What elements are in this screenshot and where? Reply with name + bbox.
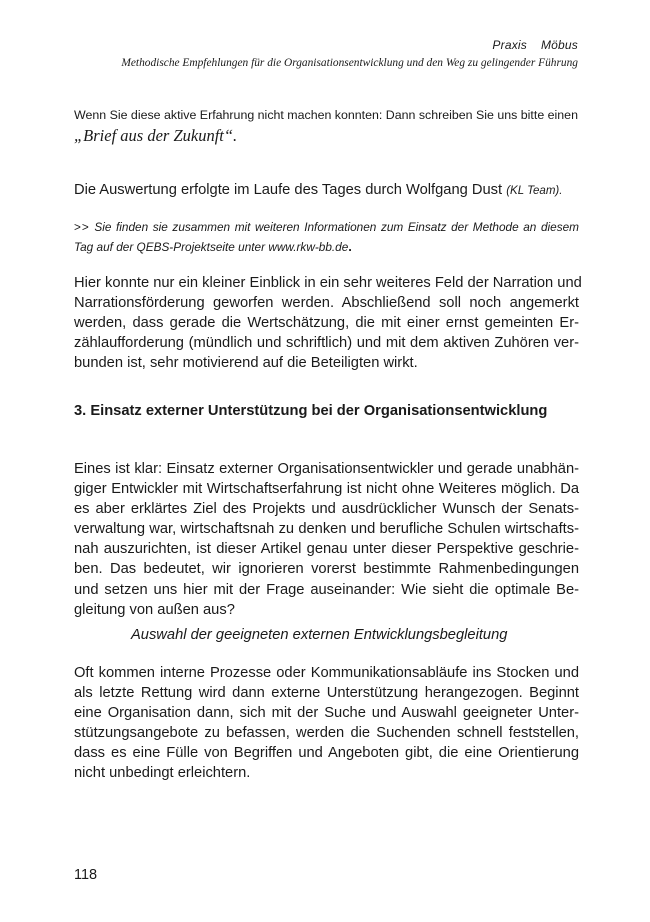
header-subtitle: Methodische Empfehlungen für die Organisationsentwicklung und den Weg zu gelingender Führung: [121, 57, 578, 69]
paragraph-line: zählaufforderung (mündlich und schriftlich) und mit dem aktiven Zuhören ver-: [74, 335, 579, 352]
paragraph-line: verwaltung war, wirtschaftsnah zu denken und berufliche Schulen wirtschafts-: [74, 521, 579, 538]
paragraph-line: stützungsangebote zu befassen, werden die Suchenden schnell feststellen,: [74, 725, 579, 742]
section-heading: 3. Einsatz externer Unterstützung bei der Organisationsentwicklung: [74, 403, 548, 419]
arrows-marker: >>: [74, 220, 90, 234]
auswertung-team: (KL Team).: [506, 185, 563, 197]
paragraph-line: nicht unbedingt erleichtern.: [74, 765, 251, 782]
subheading: Auswahl der geeigneten externen Entwicklungsbegleitung: [131, 627, 508, 643]
note-text: Sie finden sie zusammen mit weiteren Informationen zum Einsatz der Methode an diesem Tag auf der QEBS-Projektseite unter www.rkw-bb.de: [74, 220, 579, 254]
header-author: Möbus: [540, 38, 578, 52]
paragraph-narration: [74, 273, 582, 373]
paragraph-line: es aber erklärtes Ziel des Projekts und ausdrücklicher Wunsch der Senats-: [74, 501, 579, 518]
paragraph-line: und setzen uns hier mit der Frage auseinander: Wie sieht die optimale Be-: [74, 581, 579, 598]
paragraph-line: nah auszurichten, ist dieser Artikel genau unter dieser Perspektive geschrie-: [74, 541, 579, 558]
paragraph-line: giger Entwickler mit Wirtschaftserfahrung ist nicht ohne Weiteres möglich. Da: [74, 481, 579, 498]
paragraph-line: Eines ist klar: Einsatz externer Organisationsentwickler und gerade unabhän-: [74, 461, 579, 477]
info-note: [74, 217, 579, 257]
paragraph-line: Oft kommen interne Prozesse oder Kommunikationsabläufe ins Stocken und: [74, 665, 579, 681]
paragraph-line: dass es eine Fülle von Begriffen und Angeboten gibt, die eine Orientierung: [74, 745, 579, 762]
page-number: 118: [74, 867, 98, 883]
auswertung-line: [74, 180, 579, 201]
brief-aus-der-zukunft: „Brief aus der Zukunft“.: [74, 126, 238, 145]
auswertung-text: Die Auswertung erfolgte im Laufe des Tages durch Wolfgang Dust: [74, 182, 503, 198]
intro-text: [74, 107, 579, 147]
paragraph-line: werden, dass gerade die Wertschätzung, die mit einer ernst gemeinten Er-: [74, 315, 579, 332]
paragraph-line: gleitung von außen aus?: [74, 601, 235, 618]
paragraph-line: Hier konnte nur ein kleiner Einblick in ein sehr weiteres Feld der Narration und: [74, 275, 582, 291]
paragraph-line: Narrationsförderung geworfen werden. Abschließend soll noch angemerkt: [74, 295, 579, 312]
paragraph-line: ben. Das bedeutet, wir ignorieren vorerst bestimmte Rahmenbedingungen: [74, 561, 579, 578]
paragraph-line: eine Organisation dann, sich mit der Suche und Auswahl geeigneter Unter-: [74, 705, 579, 722]
paragraph-line: als letzte Rettung wird dann externe Unterstützung herangezogen. Beginnt: [74, 685, 579, 702]
note-period: .: [348, 239, 352, 254]
paragraph-external-support: [74, 459, 579, 620]
running-header: [492, 38, 578, 52]
header-section-label: Praxis: [492, 38, 527, 52]
paragraph-line: bunden ist, sehr motivierend auf die Beteiligten wirkt.: [74, 355, 418, 372]
paragraph-selection: [74, 663, 579, 784]
intro-sentence: Wenn Sie diese aktive Erfahrung nicht machen konnten: Dann schreiben Sie uns bitte einen: [74, 108, 578, 122]
